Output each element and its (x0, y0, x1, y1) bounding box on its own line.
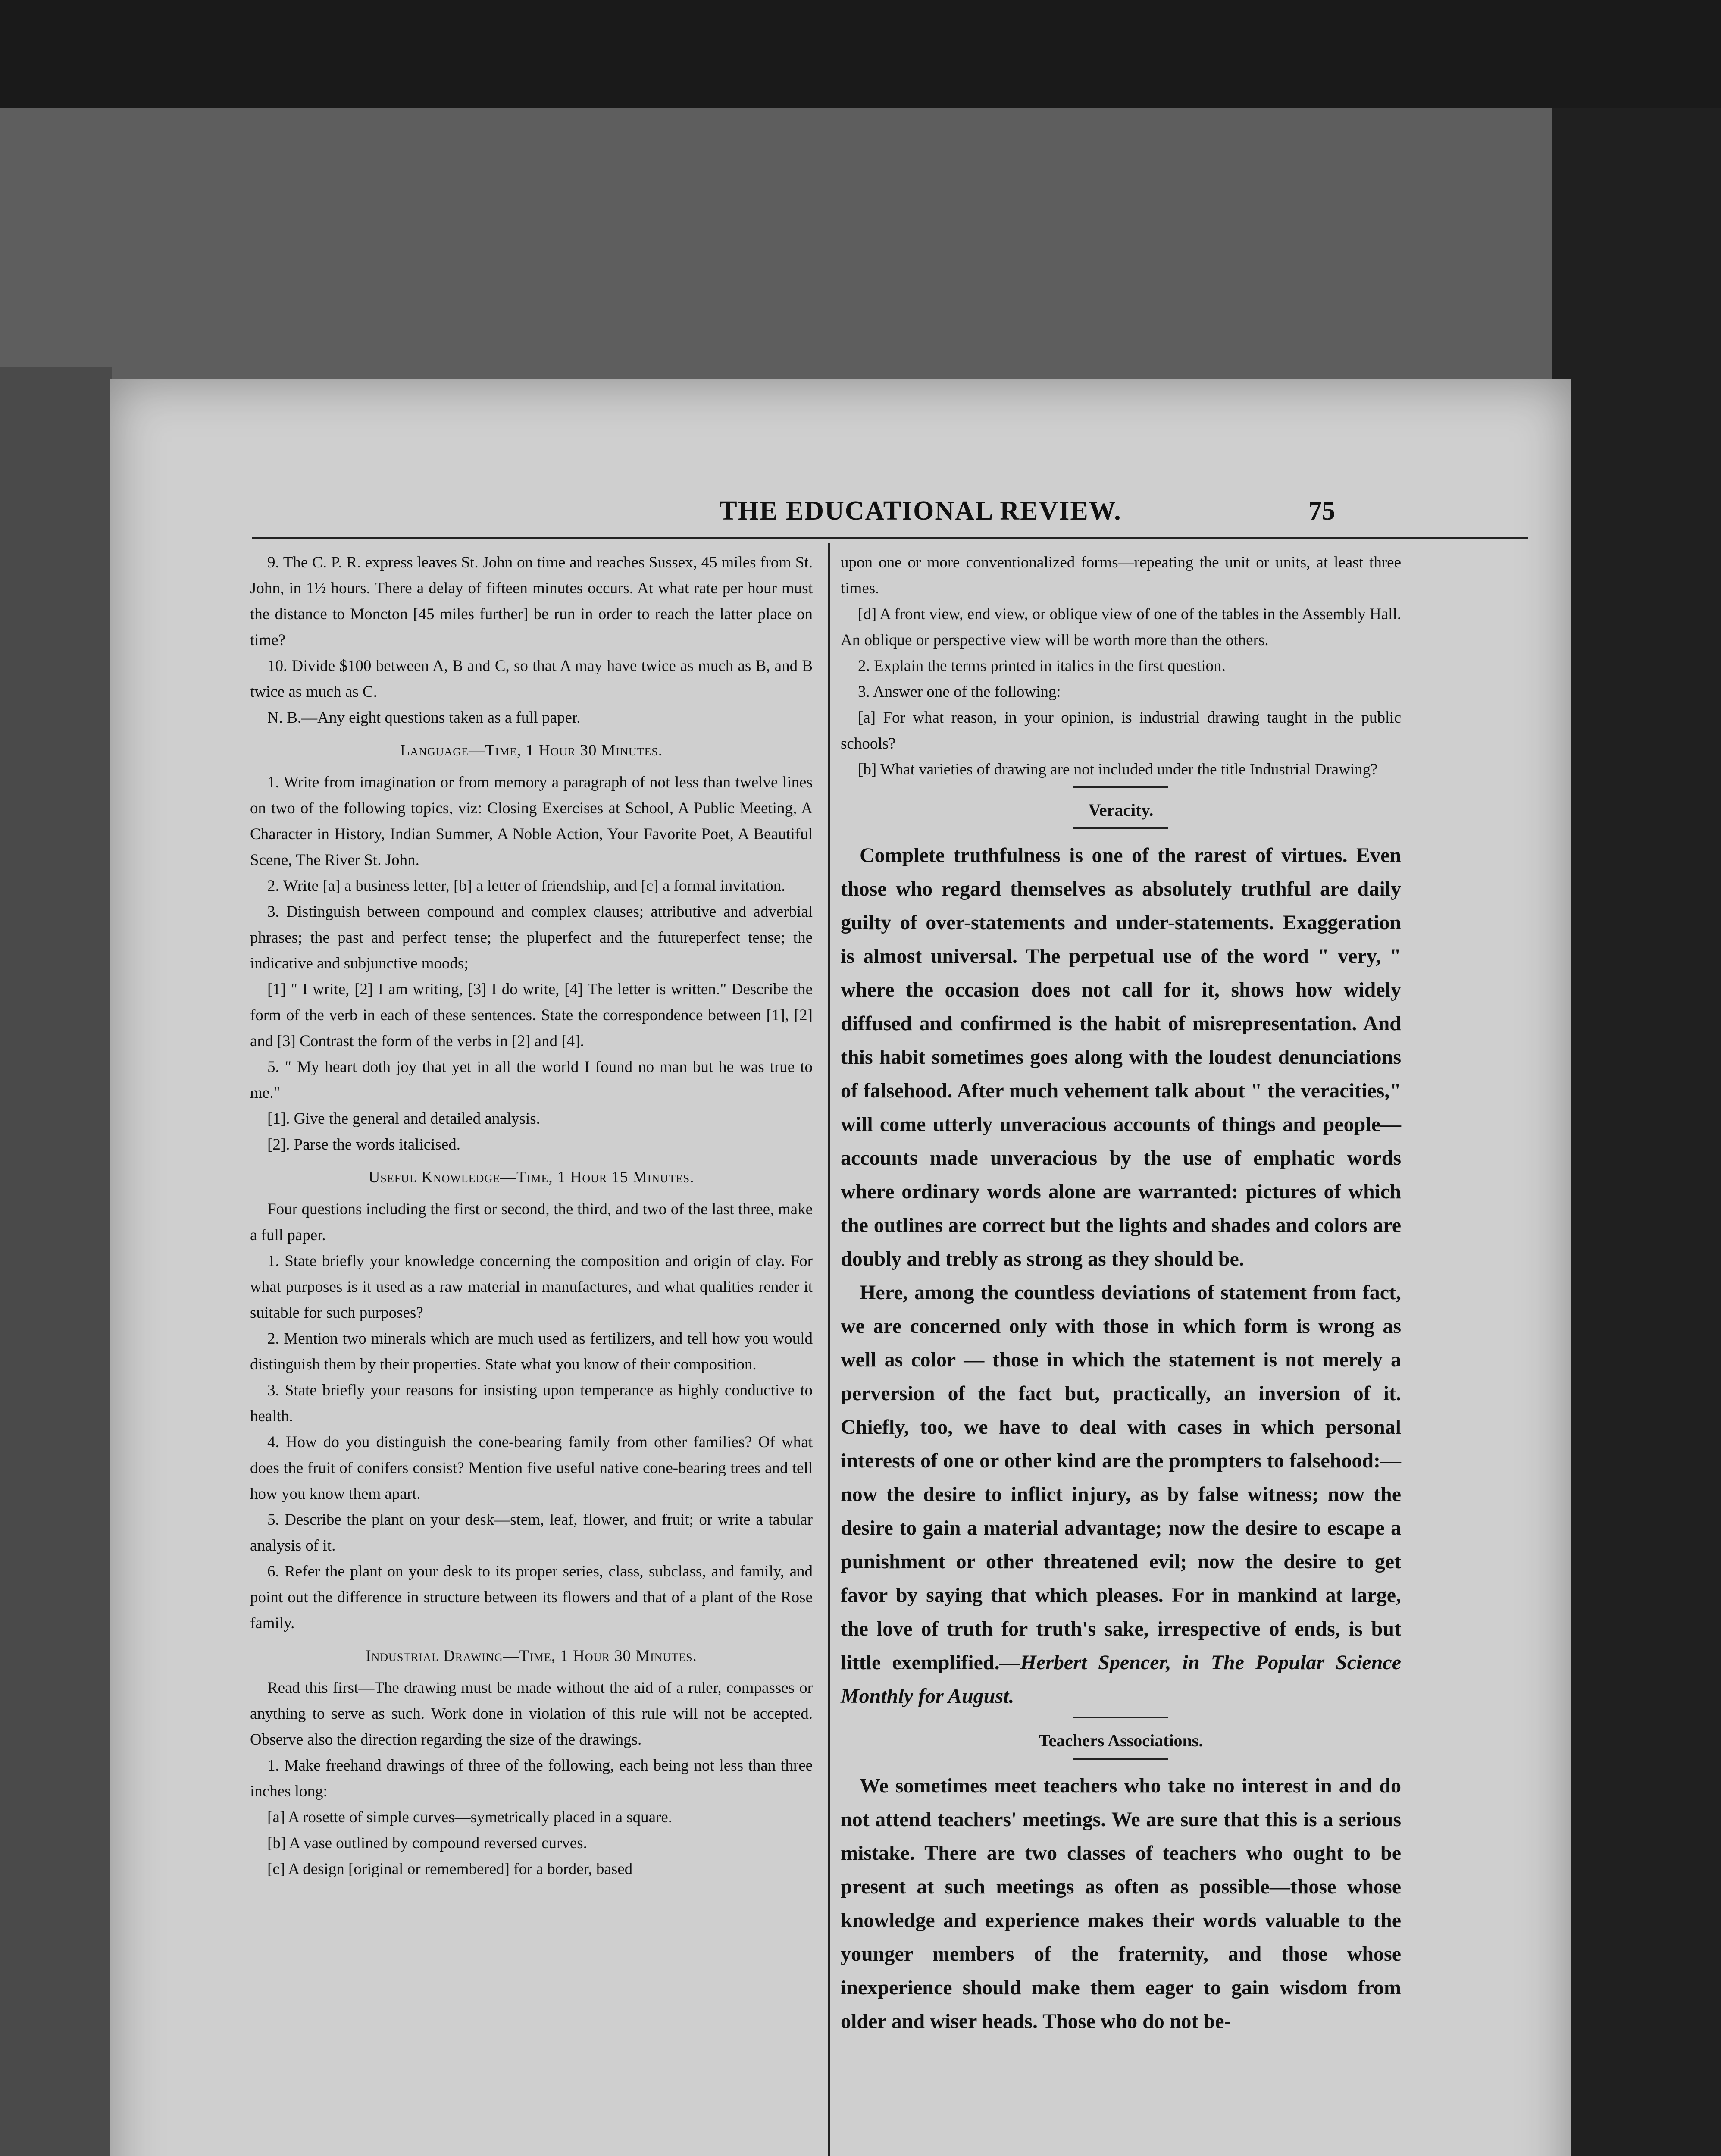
drawing-q3b: [b] What varieties of drawing are not included under the title Industrial Drawing? (858, 761, 1378, 778)
teachers-article (841, 1769, 1401, 2038)
veracity-attribution: —Herbert Spencer, in The Popular Science Monthly for August. (841, 1651, 1402, 1708)
drawing-q1a: [a] A rosette of simple curves—symetrically placed in a square. (267, 1808, 673, 1826)
facing-page-edge (0, 367, 112, 2156)
language-q4: [1] " I write, [2] I am writing, [3] I do write, [4] The letter is written." Describe the form of the verb in each of these sentences. State the correspondence between [1], [2] and [3] Contrast the form of the verbs in [2] and [4]. (250, 981, 813, 1050)
right-column (841, 550, 1401, 2038)
drawing-q1b: [b] A vase outlined by compound reversed curves. (267, 1834, 587, 1852)
scanner-gutter (1552, 108, 1721, 2156)
veracity-paragraph-2-text: Here, among the countless deviations of statement from fact, we are concerned only with those in which form is wrong as well as color — those in which the statement is not merely a perversion of the fact but, practically, an inversion of it. Chiefly, too, we have to deal with cases in which personal interests of one or other kind are the prompters to falsehood:—now the desire to inflict injury, as by false witness; now the desire to gain a material advantage; now the desire to escape a punishment or other threatened evil; now the desire to get favor by saying that which pleases. For in mankind at large, the love of truth for truth's sake, irrespective of ends, is but little exemplified. (841, 1281, 1401, 1674)
language-q5b: [2]. Parse the words italicised. (267, 1136, 460, 1153)
useful-q1: 1. State briefly your knowledge concerning the composition and origin of clay. For what purposes is it used as a raw material in manufactures, and what qualities render it suitable for such purposes? (250, 1252, 813, 1322)
left-column (250, 550, 813, 1882)
header-rule (252, 537, 1528, 539)
scanner-background (0, 108, 1721, 388)
useful-intro: Four questions including the first or second, the third, and two of the last three, make a full paper. (250, 1200, 813, 1244)
title-rule-2 (1073, 1758, 1168, 1760)
industrial-drawing-heading: Industrial Drawing—Time, 1 Hour 30 Minutes. (366, 1647, 697, 1665)
section-divider (1073, 786, 1168, 788)
page-number: 75 (1308, 496, 1335, 526)
drawing-q2: 2. Explain the terms printed in italics in the first question. (858, 657, 1226, 675)
language-q5: 5. " My heart doth joy that yet in all the world I found no man but he was true to me." (250, 1058, 813, 1102)
film-border-top (0, 0, 1721, 108)
useful-q3: 3. State briefly your reasons for insisting upon temperance as highly conductive to health. (250, 1382, 813, 1425)
running-head: THE EDUCATIONAL REVIEW. (719, 496, 1122, 526)
section-divider-2 (1073, 1717, 1168, 1718)
question-10: 10. Divide $100 between A, B and C, so that A may have twice as much as B, and B twice as much as C. (250, 657, 813, 701)
veracity-article (841, 839, 1401, 1713)
veracity-paragraph-1: Complete truthfulness is one of the rarest of virtues. Even those who regard themselves as absolutely truthful are daily guilty of over-statements and under-statements. Exaggeration is almost universal. The perpetual use of the word " very, " where the occasion does not call for it, shows how widely diffused and confirmed is the habit of misrepresentation. And this habit sometimes goes along with the loudest denunciations of falsehood. After much vehement talk about " the veracities," will come utterly unveracious accounts of things and people—accounts made unveracious by the use of emphatic words where ordinary words alone are warranted: pictures of which the outlines are correct but the lights and shades and colors are doubly and trebly as strong as they should be. (841, 844, 1401, 1270)
language-q2: 2. Write [a] a business letter, [b] a letter of friendship, and [c] a formal invitation. (267, 877, 785, 895)
drawing-q3a: [a] For what reason, in your opinion, is industrial drawing taught in the public schools? (841, 709, 1401, 752)
language-q3: 3. Distinguish between compound and complex clauses; attributive and adverbial phrases; the past and perfect tense; the pluperfect and the futureperfect tense; the indicative and subjunctive moods; (250, 903, 813, 972)
veracity-title: Veracity. (1088, 800, 1154, 820)
question-9: 9. The C. P. R. express leaves St. John on time and reaches Sussex, 45 miles from St. John, in 1½ hours. There a delay of fifteen minutes occurs. At what rate per hour must the distance to Moncton [45 miles further] be run in order to reach the latter place on time? (250, 554, 813, 649)
note: N. B.—Any eight questions taken as a full paper. (267, 709, 581, 727)
language-q5a: [1]. Give the general and detailed analysis. (267, 1110, 540, 1128)
drawing-q1: 1. Make freehand drawings of three of the following, each being not less than three inches long: (250, 1757, 813, 1800)
drawing-intro: Read this first—The drawing must be made without the aid of a ruler, compasses or anything to serve as such. Work done in violation of this rule will not be accepted. Observe also the direction regarding the size of the drawings. (250, 1679, 813, 1749)
useful-q5: 5. Describe the plant on your desk—stem, leaf, flower, and fruit; or write a tabular analysis of it. (250, 1511, 813, 1554)
veracity-paragraph-2 (841, 1276, 1401, 1713)
language-q1: 1. Write from imagination or from memory a paragraph of not less than twelve lines on two of the following topics, viz: Closing Exercises at School, A Public Meeting, A Character in History, Indian Summer, A Noble Action, Your Favorite Poet, A Beautiful Scene, The River St. John. (250, 774, 813, 869)
title-rule (1073, 827, 1168, 829)
drawing-q1c: [c] A design [original or remembered] for a border, based (267, 1860, 633, 1878)
drawing-continued: upon one or more conventionalized forms—repeating the unit or units, at least three times. (841, 554, 1401, 597)
useful-knowledge-heading: Useful Knowledge—Time, 1 Hour 15 Minutes. (368, 1169, 695, 1186)
useful-q6: 6. Refer the plant on your desk to its proper series, class, subclass, and family, and point out the difference in structure between its flowers and that of a plant of the Rose family. (250, 1563, 813, 1632)
teachers-associations-title: Teachers Associations. (1039, 1731, 1203, 1750)
journal-page (110, 379, 1571, 2156)
column-rule (828, 543, 830, 2156)
language-heading: Language—Time, 1 Hour 30 Minutes. (400, 742, 663, 759)
useful-q2: 2. Mention two minerals which are much used as fertilizers, and tell how you would distinguish them by their properties. State what you know of their composition. (250, 1330, 813, 1373)
useful-q4: 4. How do you distinguish the cone-bearing family from other families? Of what does the fruit of conifers consist? Mention five useful native cone-bearing trees and tell how you know them apart. (250, 1433, 813, 1503)
teachers-paragraph-1: We sometimes meet teachers who take no interest in and do not attend teachers' meetings. We are sure that this is a serious mistake. There are two classes of teachers who ought to be present at such meetings as often as possible—those whose knowledge and experience makes their words valuable to the younger members of the fraternity, and those whose inexperience should make them eager to gain wisdom from older and wiser heads. Those who do not be- (841, 1774, 1401, 2033)
drawing-q3: 3. Answer one of the following: (858, 683, 1061, 701)
drawing-q1d: [d] A front view, end view, or oblique view of one of the tables in the Assembly Hall. An oblique or perspective view will be worth more than the others. (841, 605, 1401, 649)
